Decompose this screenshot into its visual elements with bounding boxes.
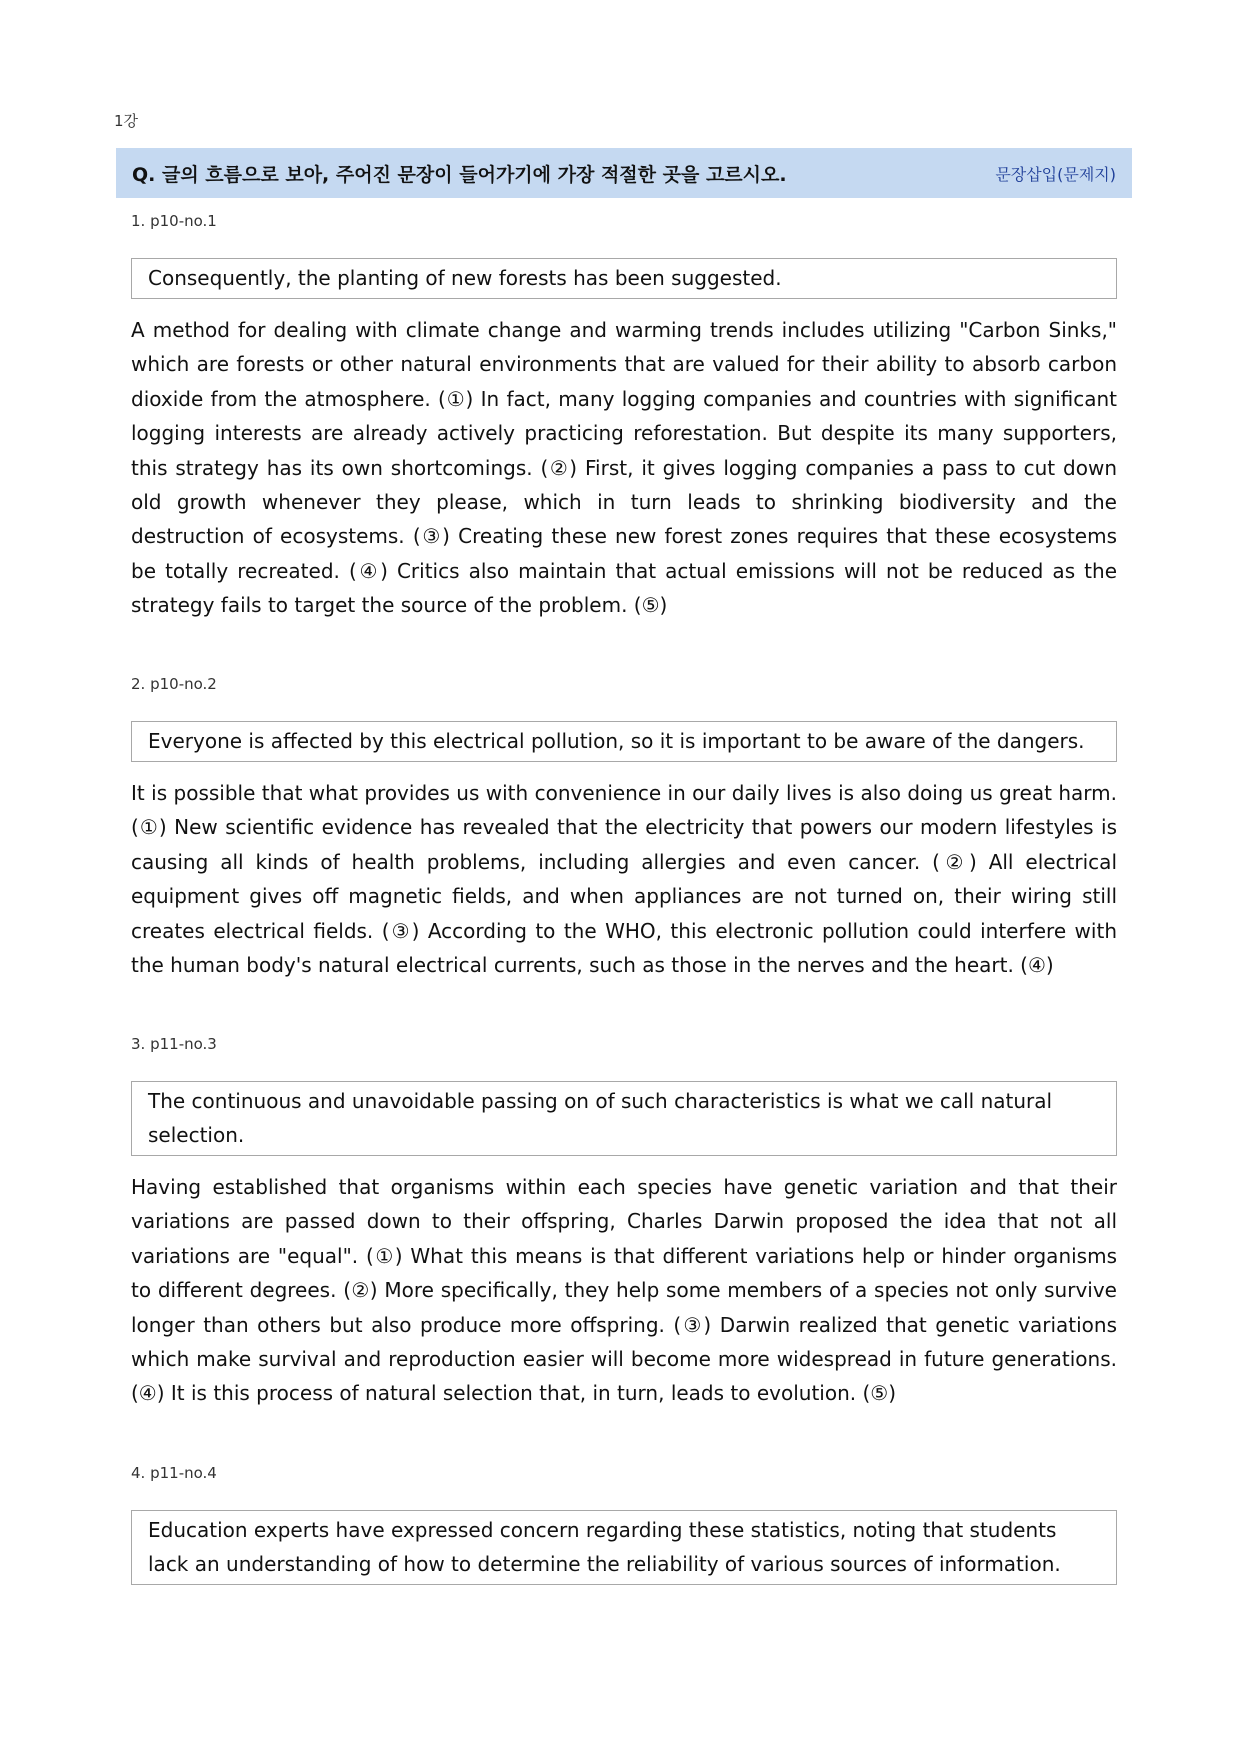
given-sentence-box: Everyone is affected by this electrical pollution, so it is important to be aware of the dangers. bbox=[131, 721, 1117, 762]
problem-1 bbox=[131, 210, 1117, 623]
problem-2 bbox=[131, 673, 1117, 982]
question-instruction: Q. 글의 흐름으로 보아, 주어진 문장이 들어가기에 가장 적절한 곳을 고르시오. bbox=[132, 163, 787, 186]
passage-text: A method for dealing with climate change and warming trends includes utilizing "Carbon Sinks," which are forests or other natural environments that are valued for their ability to absorb carbon dioxide from the atmosphere. (①) In fact, many logging companies and countries with significant logging interests are already actively practicing reforestation. But despite its many supporters, this strategy has its own shortcomings. (②) First, it gives logging companies a pass to cut down old growth whenever they please, which in turn leads to shrinking biodiversity and the destruction of ecosystems. (③) Creating these new forest zones requires that these ecosystems be totally recreated. (④) Critics also maintain that actual emissions will not be reduced as the strategy fails to target the source of the problem. (⑤) bbox=[131, 318, 1117, 618]
problem-number: 3. p11-no.3 bbox=[131, 1035, 217, 1053]
lesson-label: 1강 bbox=[114, 112, 139, 130]
question-header bbox=[116, 148, 1132, 198]
question-type-tag: 문장삽입(문제지) bbox=[995, 164, 1116, 184]
problem-number: 1. p10-no.1 bbox=[131, 212, 217, 230]
problem-4 bbox=[131, 1462, 1117, 1585]
given-sentence-box: Consequently, the planting of new forests has been suggested. bbox=[131, 258, 1117, 299]
passage-text: Having established that organisms within each species have genetic variation and that their variations are passed down to their offspring, Charles Darwin proposed the idea that not all variations are "equal". (①) What this means is that different variations help or hinder organisms to different degrees. (②) More specifically, they help some members of a species not only survive longer than others but also produce more offspring. (③) Darwin realized that genetic variations which make survival and reproduction easier will become more widespread in future generations. (④) It is this process of natural selection that, in turn, leads to evolution. (⑤) bbox=[131, 1175, 1117, 1406]
problem-number: 2. p10-no.2 bbox=[131, 675, 217, 693]
problem-3 bbox=[131, 1033, 1117, 1411]
given-sentence-box: The continuous and unavoidable passing on of such characteristics is what we call natural selection. bbox=[131, 1081, 1117, 1156]
passage-text: It is possible that what provides us with convenience in our daily lives is also doing us great harm. (①) New scientific evidence has revealed that the electricity that powers our modern lifestyles is causing all kinds of health problems, including allergies and even cancer. (②) All electrical equipment gives off magnetic fields, and when appliances are not turned on, their wiring still creates electrical fields. (③) According to the WHO, this electronic pollution could interfere with the human body's natural electrical currents, such as those in the nerves and the heart. (④) bbox=[131, 781, 1117, 978]
problem-number: 4. p11-no.4 bbox=[131, 1464, 217, 1482]
given-sentence-box: Education experts have expressed concern regarding these statistics, noting that students lack an understanding of how to determine the reliability of various sources of information. bbox=[131, 1510, 1117, 1585]
